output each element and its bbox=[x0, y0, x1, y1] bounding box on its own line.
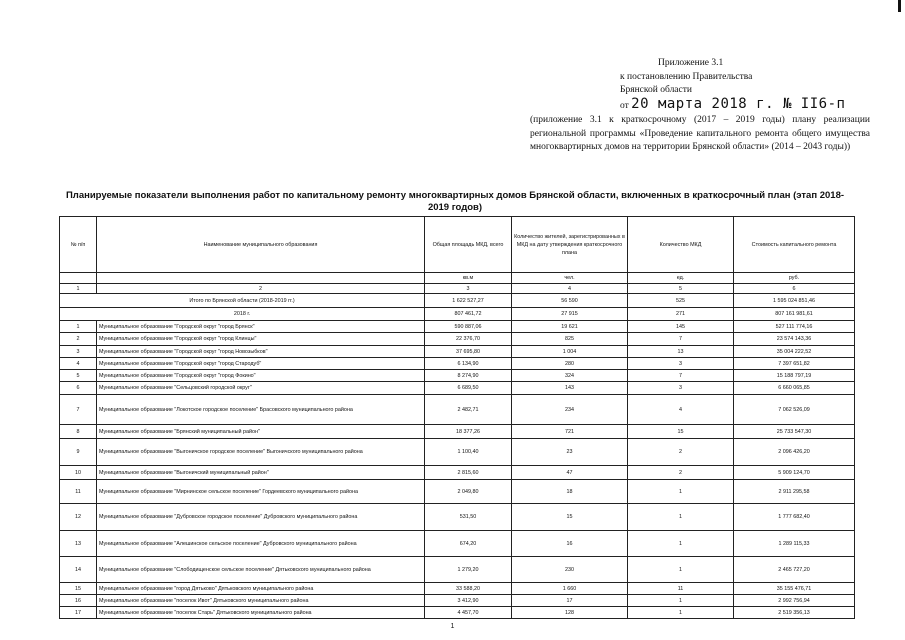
residents-cell: 17 bbox=[512, 595, 628, 607]
municipality-name: Муниципальное образование "город Дятьково" Дятьковского муниципального района bbox=[97, 583, 425, 595]
repair-cost-cell: 5 909 124,70 bbox=[734, 466, 855, 480]
header-residents: Количество жителей, зарегистрированных в МКД на дату утверждения краткосрочного плана bbox=[512, 217, 628, 273]
year-cost: 807 161 981,61 bbox=[734, 308, 855, 321]
buildings-count-cell: 4 bbox=[628, 395, 734, 425]
appendix-title: Приложение 3.1 bbox=[658, 58, 724, 68]
buildings-count-cell: 3 bbox=[628, 382, 734, 395]
total-area-cell: 18 377,26 bbox=[425, 425, 512, 439]
buildings-count-cell: 1 bbox=[628, 607, 734, 619]
buildings-count-cell: 15 bbox=[628, 425, 734, 439]
buildings-count-cell: 1 bbox=[628, 595, 734, 607]
total-area-cell: 2 815,60 bbox=[425, 466, 512, 480]
residents-cell: 1 004 bbox=[512, 346, 628, 358]
repair-cost-cell: 2 992 756,94 bbox=[734, 595, 855, 607]
residents-cell: 143 bbox=[512, 382, 628, 395]
table-row bbox=[60, 321, 855, 333]
municipality-name: Муниципальное образование "Локотское городское поселение" Брасовского муниципального района bbox=[97, 395, 425, 425]
page-title: Планируемые показатели выполнения работ по капитальному ремонту многоквартирных домов Брянской области, включенных в краткосрочный план (этап 2018-2019 годов) bbox=[65, 190, 845, 213]
row-number: 1 bbox=[60, 321, 97, 333]
repair-cost-cell: 23 574 143,36 bbox=[734, 333, 855, 346]
appendix-region: Брянской области bbox=[620, 85, 692, 95]
buildings-count-cell: 7 bbox=[628, 333, 734, 346]
table-row bbox=[60, 439, 855, 466]
total-area: 1 622 527,27 bbox=[425, 294, 512, 308]
unit-residents: чел. bbox=[512, 273, 628, 284]
repair-cost-cell: 1 777 682,40 bbox=[734, 504, 855, 531]
header-num: № п/п bbox=[60, 217, 97, 273]
residents-cell: 18 bbox=[512, 480, 628, 504]
residents-cell: 16 bbox=[512, 531, 628, 557]
repair-cost-cell: 7 062 526,09 bbox=[734, 395, 855, 425]
municipality-name: Муниципальное образование "Городской округ "город Брянск" bbox=[97, 321, 425, 333]
repair-cost-cell: 25 733 547,30 bbox=[734, 425, 855, 439]
municipality-name: Муниципальное образование "Сельцовский городской округ" bbox=[97, 382, 425, 395]
repair-cost-cell: 35 155 476,71 bbox=[734, 583, 855, 595]
table-row bbox=[60, 583, 855, 595]
year-area: 807 461,72 bbox=[425, 308, 512, 321]
row-number: 9 bbox=[60, 439, 97, 466]
municipality-name: Муниципальное образование "Выгоничский муниципальный район" bbox=[97, 466, 425, 480]
repair-cost-cell: 15 188 797,19 bbox=[734, 370, 855, 382]
residents-cell: 19 621 bbox=[512, 321, 628, 333]
residents-cell: 47 bbox=[512, 466, 628, 480]
buildings-count-cell: 2 bbox=[628, 439, 734, 466]
appendix-block bbox=[530, 57, 870, 155]
residents-cell: 280 bbox=[512, 358, 628, 370]
municipality-name: Муниципальное образование "Городской округ "город Стародуб" bbox=[97, 358, 425, 370]
repair-cost-cell: 2 465 727,20 bbox=[734, 557, 855, 583]
table-row bbox=[60, 557, 855, 583]
repair-cost-cell: 2 519 356,13 bbox=[734, 607, 855, 619]
table-row bbox=[60, 370, 855, 382]
total-area-cell: 33 588,20 bbox=[425, 583, 512, 595]
total-cost: 1 595 024 851,46 bbox=[734, 294, 855, 308]
total-area-cell: 8 274,90 bbox=[425, 370, 512, 382]
year-row bbox=[60, 308, 855, 321]
unit-area: кв.м bbox=[425, 273, 512, 284]
appendix-date-line bbox=[620, 95, 870, 114]
municipality-name: Муниципальное образование "Брянский муниципальный район" bbox=[97, 425, 425, 439]
col-number: 4 bbox=[512, 284, 628, 294]
municipality-name: Муниципальное образование "Мирнинское сельское поселение" Гордеевского муниципального района bbox=[97, 480, 425, 504]
buildings-count-cell: 11 bbox=[628, 583, 734, 595]
row-number: 15 bbox=[60, 583, 97, 595]
unit-count: ед. bbox=[628, 273, 734, 284]
appendix-date-value: 20 марта 2018 г. № II6-п bbox=[631, 95, 846, 112]
col-number: 5 bbox=[628, 284, 734, 294]
table-row bbox=[60, 607, 855, 619]
table-row bbox=[60, 395, 855, 425]
repair-cost-cell: 2 096 426,20 bbox=[734, 439, 855, 466]
row-number: 5 bbox=[60, 370, 97, 382]
table-row bbox=[60, 595, 855, 607]
col-number: 1 bbox=[60, 284, 97, 294]
municipality-name: Муниципальное образование "Алешинское сельское поселение" Дубровского муниципального района bbox=[97, 531, 425, 557]
total-area-cell: 531,50 bbox=[425, 504, 512, 531]
total-area-cell: 4 457,70 bbox=[425, 607, 512, 619]
appendix-resolution: к постановлению Правительства bbox=[620, 71, 753, 82]
repair-cost-cell: 7 397 651,82 bbox=[734, 358, 855, 370]
residents-cell: 128 bbox=[512, 607, 628, 619]
residents-cell: 324 bbox=[512, 370, 628, 382]
total-area-cell: 2 049,80 bbox=[425, 480, 512, 504]
municipality-name: Муниципальное образование "поселок Ивот" Дятьковского муниципального района bbox=[97, 595, 425, 607]
residents-cell: 15 bbox=[512, 504, 628, 531]
municipality-name: Муниципальное образование "Городской округ "город Клинцы" bbox=[97, 333, 425, 346]
repair-cost-cell: 527 111 774,16 bbox=[734, 321, 855, 333]
repair-cost-cell: 6 660 065,85 bbox=[734, 382, 855, 395]
buildings-count-cell: 1 bbox=[628, 557, 734, 583]
table-row bbox=[60, 504, 855, 531]
repair-cost-cell: 35 004 222,52 bbox=[734, 346, 855, 358]
total-area-cell: 1 279,20 bbox=[425, 557, 512, 583]
total-area-cell: 2 482,71 bbox=[425, 395, 512, 425]
table-row bbox=[60, 382, 855, 395]
table-row bbox=[60, 425, 855, 439]
row-number: 14 bbox=[60, 557, 97, 583]
buildings-count-cell: 3 bbox=[628, 358, 734, 370]
header-count: Количество МКД bbox=[628, 217, 734, 273]
table-row bbox=[60, 531, 855, 557]
page-number: 1 bbox=[450, 623, 455, 630]
row-number: 13 bbox=[60, 531, 97, 557]
table-row bbox=[60, 333, 855, 346]
header-name: Наименование муниципального образования bbox=[97, 217, 425, 273]
residents-cell: 234 bbox=[512, 395, 628, 425]
total-area-cell: 590 887,06 bbox=[425, 321, 512, 333]
buildings-count-cell: 1 bbox=[628, 504, 734, 531]
row-number: 12 bbox=[60, 504, 97, 531]
residents-cell: 825 bbox=[512, 333, 628, 346]
residents-cell: 721 bbox=[512, 425, 628, 439]
header-row bbox=[60, 217, 855, 273]
buildings-count-cell: 1 bbox=[628, 531, 734, 557]
col-number: 6 bbox=[734, 284, 855, 294]
col-number: 2 bbox=[97, 284, 425, 294]
residents-cell: 1 660 bbox=[512, 583, 628, 595]
buildings-count-cell: 1 bbox=[628, 480, 734, 504]
row-number: 3 bbox=[60, 346, 97, 358]
residents-cell: 23 bbox=[512, 439, 628, 466]
repair-cost-cell: 1 289 115,33 bbox=[734, 531, 855, 557]
table-row bbox=[60, 358, 855, 370]
buildings-count-cell: 145 bbox=[628, 321, 734, 333]
row-number: 6 bbox=[60, 382, 97, 395]
total-area-cell: 1 100,40 bbox=[425, 439, 512, 466]
year-residents: 27 915 bbox=[512, 308, 628, 321]
unit-cost: руб. bbox=[734, 273, 855, 284]
appendix-date-prefix: от bbox=[620, 100, 629, 111]
table-row bbox=[60, 466, 855, 480]
works-table bbox=[59, 216, 855, 619]
col-number: 3 bbox=[425, 284, 512, 294]
municipality-name: Муниципальное образование "Дубровское городское поселение" Дубровского муниципального района bbox=[97, 504, 425, 531]
buildings-count-cell: 13 bbox=[628, 346, 734, 358]
total-area-cell: 6 689,50 bbox=[425, 382, 512, 395]
total-label: Итого по Брянской области (2018-2019 гг.) bbox=[60, 294, 425, 308]
column-numbers-row bbox=[60, 284, 855, 294]
row-number: 4 bbox=[60, 358, 97, 370]
header-cost: Стоимость капитального ремонта bbox=[734, 217, 855, 273]
edge-mark bbox=[898, 0, 901, 12]
municipality-name: Муниципальное образование "Городской округ "город Новозыбков" bbox=[97, 346, 425, 358]
buildings-count-cell: 7 bbox=[628, 370, 734, 382]
year-label: 2018 г. bbox=[60, 308, 425, 321]
row-number: 11 bbox=[60, 480, 97, 504]
total-area-cell: 22 376,70 bbox=[425, 333, 512, 346]
buildings-count-cell: 2 bbox=[628, 466, 734, 480]
municipality-name: Муниципальное образование "Выгоничское городское поселение" Выгоничского муниципального района bbox=[97, 439, 425, 466]
table-row bbox=[60, 346, 855, 358]
table-row bbox=[60, 480, 855, 504]
total-area-cell: 674,20 bbox=[425, 531, 512, 557]
municipality-name: Муниципальное образование "Слободищенское сельское поселение" Дятьковского муниципального района bbox=[97, 557, 425, 583]
appendix-paragraph: (приложение 3.1 к краткосрочному (2017 – 2019 годы) плану реализации региональной программы «Проведение капитального ремонта общего имущества многоквартирных домов на территории Брянской области» (2014 – 2043 годы)) bbox=[530, 115, 870, 152]
row-number: 16 bbox=[60, 595, 97, 607]
header-area: Общая площадь МКД, всего bbox=[425, 217, 512, 273]
row-number: 10 bbox=[60, 466, 97, 480]
row-number: 8 bbox=[60, 425, 97, 439]
repair-cost-cell: 2 911 295,58 bbox=[734, 480, 855, 504]
total-count: 525 bbox=[628, 294, 734, 308]
units-row bbox=[60, 273, 855, 284]
row-number: 17 bbox=[60, 607, 97, 619]
municipality-name: Муниципальное образование "Городской округ "город Фокино" bbox=[97, 370, 425, 382]
row-number: 7 bbox=[60, 395, 97, 425]
total-area-cell: 6 134,90 bbox=[425, 358, 512, 370]
total-area-cell: 3 412,90 bbox=[425, 595, 512, 607]
total-area-cell: 37 695,80 bbox=[425, 346, 512, 358]
residents-cell: 230 bbox=[512, 557, 628, 583]
year-count: 271 bbox=[628, 308, 734, 321]
total-row bbox=[60, 294, 855, 308]
row-number: 2 bbox=[60, 333, 97, 346]
total-residents: 56 590 bbox=[512, 294, 628, 308]
municipality-name: Муниципальное образование "поселок Старь" Дятьковского муниципального района bbox=[97, 607, 425, 619]
